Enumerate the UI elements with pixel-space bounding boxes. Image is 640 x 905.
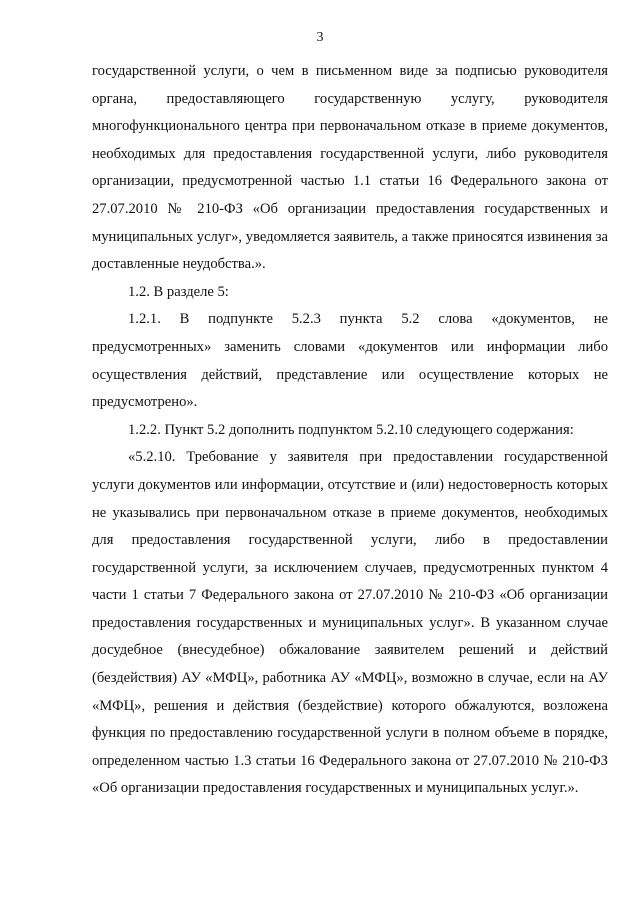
document-body — [92, 58, 608, 803]
paragraph-continuation: государственной услуги, о чем в письменном виде за подписью руководителя органа, предоставляющего государственную услугу, руководителя многофункционального центра при первоначальном отказе в приеме документов, необходимых для предоставления государственной услуги, либо руководителя организации, предусмотренной частью 1.1 статьи 16 Федерального закона от 27.07.2010 № 210-ФЗ «Об организации предоставления государственных и муниципальных услуг», уведомляется заявитель, а также приносятся извинения за доставленные неудобства.». — [92, 63, 608, 273]
paragraph-item-1-2-2: 1.2.2. Пункт 5.2 дополнить подпунктом 5.2.10 следующего содержания: — [128, 421, 574, 438]
paragraph-subitem-5-2-10: «5.2.10. Требование у заявителя при предоставлении государственной услуги документов или информации, отсутствие и (или) недостоверность которых не указывались при первоначальном отказе в приеме документов, необходимых для предоставления государственной услуги, либо в предоставлении государственной услуги, за исключением случаев, предусмотренных пунктом 4 части 1 статьи 7 Федерального закона от 27.07.2010 № 210-ФЗ «Об организации предоставления государственных и муниципальных услуг». В указанном случае досудебное (внесудебное) обжалование заявителем решений и действий (бездействия) АУ «МФЦ», работника АУ «МФЦ», возможно в случае, если на АУ «МФЦ», решения и действия (бездействие) которого обжалуются, возложена функция по предоставлению государственной услуги в полном объеме в порядке, определенном частью 1.3 статьи 16 Федерального закона от 27.07.2010 № 210-ФЗ «Об организации предоставления государственных и муниципальных услуг.». — [92, 449, 608, 797]
paragraph-section-1-2: 1.2. В разделе 5: — [128, 283, 229, 300]
paragraph-item-1-2-1: 1.2.1. В подпункте 5.2.3 пункта 5.2 слова «документов, не предусмотренных» заменить словами «документов или информации либо осуществления действий, представление или осуществление которых не предусмотрено». — [92, 311, 608, 411]
page-number: 3 — [316, 30, 324, 45]
